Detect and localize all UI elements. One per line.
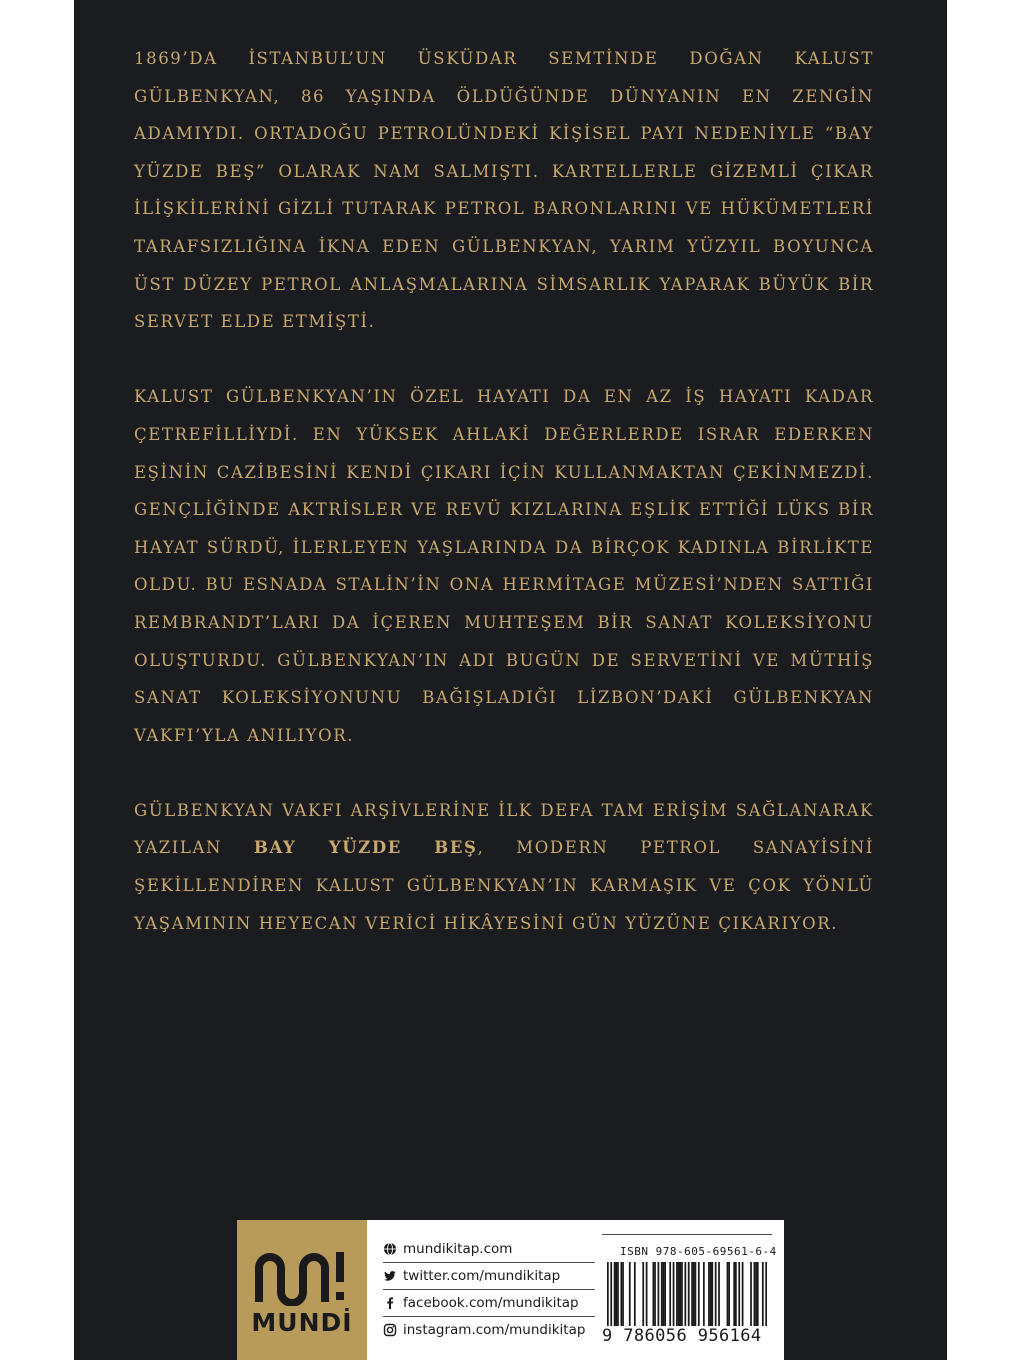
blurb-paragraph-3-end: , MODERN PETROL SANAYİSİNİ ŞEKİLLENDİREN KALUST GÜLBENKYAN’IN KARMAŞIK VE ÇOK YÖNLÜ YAŞAMININ HEYECAN VERİCİ HİKÂYESİNİ GÜN YÜZÜNE ÇIKARIYOR. bbox=[134, 838, 874, 933]
barcode-bar bbox=[688, 1262, 690, 1326]
barcode-bar bbox=[742, 1262, 744, 1326]
ean-digits: 9 786056 956164 bbox=[602, 1326, 762, 1346]
barcode-bar bbox=[634, 1262, 636, 1326]
twitter-icon bbox=[383, 1269, 397, 1283]
barcode-bar bbox=[607, 1262, 609, 1326]
website-link[interactable] bbox=[383, 1236, 595, 1263]
facebook-label: facebook.com/mundikitap bbox=[403, 1295, 579, 1311]
barcode-bar bbox=[750, 1262, 752, 1326]
barcode-bar bbox=[735, 1262, 737, 1326]
barcode-bar bbox=[693, 1262, 695, 1326]
book-title-bold: BAY YÜZDE BEŞ bbox=[253, 838, 478, 858]
barcode-bar bbox=[738, 1262, 740, 1326]
blurb-paragraph-3 bbox=[134, 792, 874, 942]
facebook-link[interactable] bbox=[383, 1290, 595, 1317]
facebook-icon bbox=[383, 1296, 397, 1310]
blurb-paragraph-2: KALUST GÜLBENKYAN’IN ÖZEL HAYATI DA EN AZ İŞ HAYATI KADAR ÇETREFİLLİYDİ. EN YÜKSEK AHLAKİ DEĞERLERDE ISRAR EDERKEN EŞİNİN CAZİBESİNİ KENDİ ÇIKARI İÇİN KULLANMAKTAN ÇEKİNMEZDİ. GENÇLİĞİNDE AKTRİSLER VE REVÜ KIZLARINA EŞLİK ETTİĞİ LÜKS BİR HAYAT SÜRDÜ, İLERLEYEN YAŞLARINDA DA BİRÇOK KADINLA BİRLİKTE OLDU. BU ESNADA STALİN’İN ONA HERMİTAGE MÜZESİ’NDEN SATTIĞI REMBRANDT’LARI DA İÇEREN MUHTEŞEM BİR SANAT KOLEKSİYONU OLUŞTURDU. GÜLBENKYAN’IN ADI BUGÜN DE SERVETİNİ VE MÜTHİŞ SANAT KOLEKSİYONUNU BAĞIŞLADIĞI LİZBON’DAKİ GÜLBENKYAN VAKFI’YLA ANILIYOR. bbox=[134, 387, 874, 745]
barcode-bar bbox=[681, 1262, 683, 1326]
barcode-bar bbox=[661, 1262, 663, 1326]
barcode-bar bbox=[684, 1262, 686, 1326]
barcode-bar bbox=[673, 1262, 675, 1326]
instagram-label: instagram.com/mundikitap bbox=[403, 1322, 586, 1338]
barcode-bar bbox=[727, 1262, 729, 1326]
barcode-bar bbox=[646, 1262, 648, 1326]
barcode-bar bbox=[614, 1262, 616, 1326]
barcode-bar bbox=[642, 1262, 644, 1326]
social-links bbox=[383, 1236, 595, 1343]
barcode-bar bbox=[652, 1262, 654, 1326]
barcode bbox=[607, 1262, 767, 1326]
barcode-bar bbox=[610, 1262, 612, 1326]
barcode-bar bbox=[669, 1262, 671, 1326]
blurb-text bbox=[134, 40, 874, 980]
barcode-bar bbox=[629, 1262, 631, 1326]
barcode-bar bbox=[676, 1262, 678, 1326]
barcode-bar bbox=[679, 1262, 681, 1326]
isbn-divider bbox=[602, 1234, 772, 1235]
barcode-bar bbox=[754, 1262, 756, 1326]
barcode-bar bbox=[703, 1262, 705, 1326]
barcode-bar bbox=[698, 1262, 700, 1326]
barcode-bar bbox=[757, 1262, 759, 1326]
barcode-bar bbox=[733, 1262, 735, 1326]
publisher-name: MUNDİ bbox=[251, 1308, 353, 1337]
instagram-link[interactable] bbox=[383, 1317, 595, 1343]
barcode-bar bbox=[617, 1262, 619, 1326]
barcode-bar bbox=[664, 1262, 666, 1326]
barcode-bar bbox=[718, 1262, 720, 1326]
publisher-logo bbox=[237, 1220, 367, 1360]
barcode-bar bbox=[711, 1262, 713, 1326]
barcode-bar bbox=[620, 1262, 622, 1326]
blurb-paragraph-3-start: GÜLBENKYAN VAKFI ARŞİVLERİNE İLK DEFA TAM ERİŞİM SAĞLANARAK YAZILAN bbox=[134, 800, 874, 858]
globe-icon bbox=[383, 1242, 397, 1256]
barcode-bar bbox=[755, 1262, 757, 1326]
barcode-bar bbox=[658, 1262, 660, 1326]
instagram-icon bbox=[383, 1323, 397, 1337]
twitter-label: twitter.com/mundikitap bbox=[403, 1268, 561, 1284]
barcode-bar bbox=[663, 1262, 665, 1326]
isbn-block bbox=[602, 1234, 777, 1358]
barcode-bar bbox=[615, 1262, 617, 1326]
barcode-bar bbox=[622, 1262, 624, 1326]
publisher-panel bbox=[237, 1220, 784, 1360]
barcode-bar bbox=[654, 1262, 656, 1326]
barcode-bar bbox=[728, 1262, 730, 1326]
barcode-bar bbox=[710, 1262, 712, 1326]
twitter-link[interactable] bbox=[383, 1263, 595, 1290]
barcode-bar bbox=[762, 1262, 764, 1326]
barcode-bar bbox=[715, 1262, 717, 1326]
isbn-number: ISBN 978-605-69561-6-4 bbox=[620, 1245, 777, 1258]
barcode-bar bbox=[708, 1262, 710, 1326]
blurb-paragraph-1: 1869’DA İSTANBUL’UN ÜSKÜDAR SEMTİNDE DOĞAN KALUST GÜLBENKYAN, 86 YAŞINDA ÖLDÜĞÜNDE DÜNYANIN EN ZENGİN ADAMIYDI. ORTADOĞU PETROLÜNDEKİ KİŞİSEL PAYI NEDENİYLE “BAY YÜZDE BEŞ” OLARAK NAM SALMIŞTI. KARTELLERLE GİZEMLİ ÇIKAR İLİŞKİLERİNİ GİZLİ TUTARAK PETROL BARONLARINI VE HÜKÜMETLERİ TARAFSIZLIĞINA İKNA EDEN GÜLBENKYAN, YARIM YÜZYIL BOYUNCA ÜST DÜZEY PETROL ANLAŞMALARINA SİMSARLIK YAPARAK BÜYÜK BİR SERVET ELDE ETMİŞTİ. bbox=[134, 49, 874, 332]
barcode-bar bbox=[691, 1262, 693, 1326]
barcode-bar bbox=[765, 1262, 767, 1326]
barcode-bar bbox=[695, 1262, 697, 1326]
mundi-mark-icon bbox=[254, 1246, 350, 1306]
barcode-bar bbox=[678, 1262, 680, 1326]
website-label: mundikitap.com bbox=[403, 1241, 513, 1257]
